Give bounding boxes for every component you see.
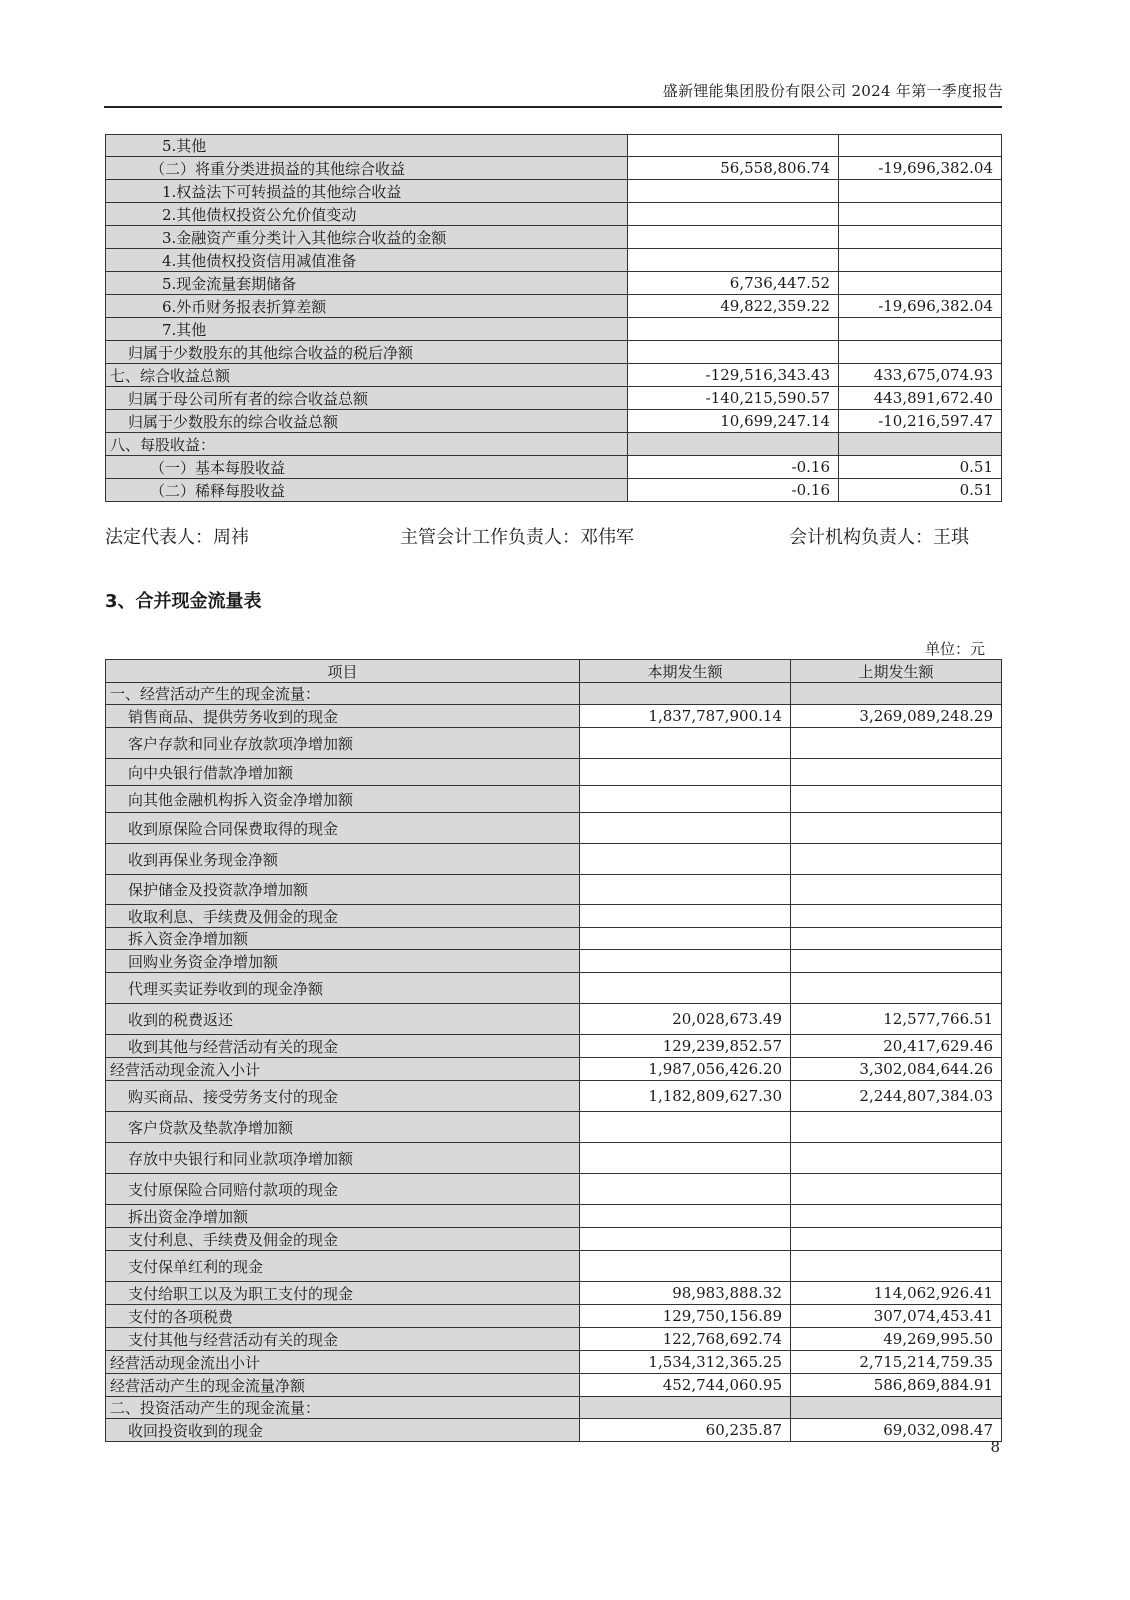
column-header-item: 项目 (106, 660, 580, 683)
previous-period-value (791, 1174, 1002, 1205)
current-period-value: 1,182,809,627.30 (580, 1081, 791, 1112)
previous-period-value: 0.51 (839, 479, 1002, 502)
current-period-value: -0.16 (628, 479, 839, 502)
previous-period-value (791, 1205, 1002, 1228)
table-row (106, 973, 1002, 1004)
previous-period-value (839, 180, 1002, 203)
previous-period-value (791, 844, 1002, 875)
current-period-value (580, 844, 791, 875)
current-period-value (580, 1205, 791, 1228)
table-row (106, 759, 1002, 786)
current-period-value: 49,822,359.22 (628, 295, 839, 318)
current-period-value: 129,750,156.89 (580, 1305, 791, 1328)
accounting-org-head-signature: 会计机构负责人：王琪 (789, 527, 969, 548)
current-period-value (580, 728, 791, 759)
row-label: 支付其他与经营活动有关的现金 (106, 1328, 580, 1351)
previous-period-value: 20,417,629.46 (791, 1035, 1002, 1058)
table-row (106, 341, 1002, 364)
table-row (106, 456, 1002, 479)
current-period-value: -129,516,343.43 (628, 364, 839, 387)
table-row (106, 1112, 1002, 1143)
current-period-value (628, 318, 839, 341)
previous-period-value (791, 728, 1002, 759)
row-label: 7.其他 (106, 318, 628, 341)
row-label: 二、投资活动产生的现金流量： (106, 1397, 580, 1419)
table-row (106, 1035, 1002, 1058)
table-row (106, 1351, 1002, 1374)
current-period-value: 6,736,447.52 (628, 272, 839, 295)
table-row (106, 479, 1002, 502)
row-label: 5.其他 (106, 135, 628, 157)
row-label: 存放中央银行和同业款项净增加额 (106, 1143, 580, 1174)
table-row (106, 844, 1002, 875)
row-label: 拆入资金净增加额 (106, 928, 580, 950)
previous-period-value (791, 905, 1002, 928)
previous-period-value (791, 973, 1002, 1004)
table-row (106, 875, 1002, 905)
row-label: （一）基本每股收益 (106, 456, 628, 479)
current-period-value (628, 433, 839, 456)
row-label: 一、经营活动产生的现金流量： (106, 683, 580, 705)
row-label: 收到的税费返还 (106, 1004, 580, 1035)
table-row (106, 1081, 1002, 1112)
table-row (106, 928, 1002, 950)
row-label: 购买商品、接受劳务支付的现金 (106, 1081, 580, 1112)
current-period-value (580, 973, 791, 1004)
current-period-value: 98,983,888.32 (580, 1282, 791, 1305)
previous-period-value (791, 1228, 1002, 1251)
row-label: 归属于少数股东的其他综合收益的税后净额 (106, 341, 628, 364)
current-period-value (580, 1112, 791, 1143)
previous-period-value: 443,891,672.40 (839, 387, 1002, 410)
table-row (106, 1305, 1002, 1328)
row-label: 收回投资收到的现金 (106, 1419, 580, 1442)
current-period-value (580, 928, 791, 950)
row-label: 八、每股收益： (106, 433, 628, 456)
table-row (106, 905, 1002, 928)
current-period-value: 1,837,787,900.14 (580, 705, 791, 728)
table-row (106, 180, 1002, 203)
page-number: 8 (990, 1438, 1000, 1456)
table-row (106, 813, 1002, 844)
table-row (106, 1397, 1002, 1419)
current-period-value (580, 759, 791, 786)
previous-period-value: 307,074,453.41 (791, 1305, 1002, 1328)
row-label: 支付的各项税费 (106, 1305, 580, 1328)
table-row (106, 1282, 1002, 1305)
previous-period-value (839, 433, 1002, 456)
current-period-value (628, 135, 839, 157)
previous-period-value (839, 226, 1002, 249)
table-row (106, 950, 1002, 973)
table-row (106, 1251, 1002, 1282)
previous-period-value (791, 813, 1002, 844)
previous-period-value: 49,269,995.50 (791, 1328, 1002, 1351)
current-period-value: 56,558,806.74 (628, 157, 839, 180)
row-label: 经营活动现金流出小计 (106, 1351, 580, 1374)
row-label: 经营活动现金流入小计 (106, 1058, 580, 1081)
current-period-value (580, 1251, 791, 1282)
current-period-value: 60,235.87 (580, 1419, 791, 1442)
previous-period-value (791, 875, 1002, 905)
previous-period-value (839, 203, 1002, 226)
previous-period-value: 69,032,098.47 (791, 1419, 1002, 1442)
row-label: 客户存款和同业存放款项净增加额 (106, 728, 580, 759)
current-period-value: 122,768,692.74 (580, 1328, 791, 1351)
current-period-value: -0.16 (628, 456, 839, 479)
row-label: 5.现金流量套期储备 (106, 272, 628, 295)
unit-label: 单位：元 (924, 640, 985, 658)
section-title-cashflow: 3、合并现金流量表 (105, 591, 262, 612)
current-period-value (580, 875, 791, 905)
current-period-value: -140,215,590.57 (628, 387, 839, 410)
row-label: 6.外币财务报表折算差额 (106, 295, 628, 318)
current-period-value (628, 249, 839, 272)
current-period-value: 129,239,852.57 (580, 1035, 791, 1058)
table-row (106, 226, 1002, 249)
current-period-value (628, 203, 839, 226)
column-header-current: 本期发生额 (580, 660, 791, 683)
previous-period-value (839, 272, 1002, 295)
row-label: 向其他金融机构拆入资金净增加额 (106, 786, 580, 813)
current-period-value (580, 950, 791, 973)
table-row (106, 1374, 1002, 1397)
current-period-value (580, 1143, 791, 1174)
table-row (106, 786, 1002, 813)
table-row (106, 1328, 1002, 1351)
row-label: 3.金融资产重分类计入其他综合收益的金额 (106, 226, 628, 249)
previous-period-value: 114,062,926.41 (791, 1282, 1002, 1305)
table-row (106, 705, 1002, 728)
row-label: 收到原保险合同保费取得的现金 (106, 813, 580, 844)
table-row (106, 318, 1002, 341)
current-period-value (580, 1174, 791, 1205)
previous-period-value (791, 1251, 1002, 1282)
row-label: 代理买卖证券收到的现金净额 (106, 973, 580, 1004)
previous-period-value (791, 786, 1002, 813)
row-label: 销售商品、提供劳务收到的现金 (106, 705, 580, 728)
table-row (106, 410, 1002, 433)
row-label: 支付原保险合同赔付款项的现金 (106, 1174, 580, 1205)
previous-period-value (791, 759, 1002, 786)
row-label: 归属于少数股东的综合收益总额 (106, 410, 628, 433)
previous-period-value: 2,715,214,759.35 (791, 1351, 1002, 1374)
table-row (106, 157, 1002, 180)
previous-period-value: 586,869,884.91 (791, 1374, 1002, 1397)
current-period-value: 20,028,673.49 (580, 1004, 791, 1035)
table-row (106, 1058, 1002, 1081)
table-row (106, 364, 1002, 387)
legal-representative-signature: 法定代表人：周祎 (105, 527, 249, 548)
current-period-value (580, 786, 791, 813)
row-label: 收到其他与经营活动有关的现金 (106, 1035, 580, 1058)
table-row (106, 387, 1002, 410)
previous-period-value (839, 318, 1002, 341)
row-label: （二）将重分类进损益的其他综合收益 (106, 157, 628, 180)
table-row (106, 203, 1002, 226)
current-period-value (580, 683, 791, 705)
previous-period-value: -19,696,382.04 (839, 295, 1002, 318)
current-period-value (580, 905, 791, 928)
current-period-value: 10,699,247.14 (628, 410, 839, 433)
table-row (106, 1143, 1002, 1174)
previous-period-value: -10,216,597.47 (839, 410, 1002, 433)
row-label: 向中央银行借款净增加额 (106, 759, 580, 786)
previous-period-value (791, 1397, 1002, 1419)
current-period-value (628, 341, 839, 364)
table-row (106, 135, 1002, 157)
table-header-row (106, 660, 1002, 683)
previous-period-value (791, 928, 1002, 950)
column-header-previous: 上期发生额 (791, 660, 1002, 683)
table-row (106, 1004, 1002, 1035)
cashflow-statement-table (105, 659, 1002, 1442)
table-row (106, 433, 1002, 456)
income-statement-table-body (106, 135, 1002, 502)
row-label: 七、综合收益总额 (106, 364, 628, 387)
row-label: 支付利息、手续费及佣金的现金 (106, 1228, 580, 1251)
row-label: 客户贷款及垫款净增加额 (106, 1112, 580, 1143)
income-statement-table-continued (105, 134, 1002, 502)
row-label: 拆出资金净增加额 (106, 1205, 580, 1228)
row-label: 1.权益法下可转损益的其他综合收益 (106, 180, 628, 203)
table-row (106, 1205, 1002, 1228)
current-period-value: 1,534,312,365.25 (580, 1351, 791, 1374)
previous-period-value (791, 1143, 1002, 1174)
table-row (106, 295, 1002, 318)
row-label: 回购业务资金净增加额 (106, 950, 580, 973)
table-row (106, 728, 1002, 759)
table-row (106, 1419, 1002, 1442)
row-label: 支付保单红利的现金 (106, 1251, 580, 1282)
table-row (106, 683, 1002, 705)
previous-period-value: 12,577,766.51 (791, 1004, 1002, 1035)
row-label: （二）稀释每股收益 (106, 479, 628, 502)
table-row (106, 1228, 1002, 1251)
row-label: 经营活动产生的现金流量净额 (106, 1374, 580, 1397)
previous-period-value: 0.51 (839, 456, 1002, 479)
header-rule (104, 106, 1002, 108)
current-period-value: 452,744,060.95 (580, 1374, 791, 1397)
accounting-head-signature: 主管会计工作负责人：邓伟军 (400, 527, 634, 548)
current-period-value (580, 1397, 791, 1419)
cashflow-table-body (106, 683, 1002, 1442)
row-label: 归属于母公司所有者的综合收益总额 (106, 387, 628, 410)
current-period-value (628, 226, 839, 249)
row-label: 4.其他债权投资信用减值准备 (106, 249, 628, 272)
current-period-value: 1,987,056,426.20 (580, 1058, 791, 1081)
row-label: 2.其他债权投资公允价值变动 (106, 203, 628, 226)
row-label: 支付给职工以及为职工支付的现金 (106, 1282, 580, 1305)
report-header-title: 盛新锂能集团股份有限公司 2024 年第一季度报告 (662, 82, 1003, 100)
table-row (106, 1174, 1002, 1205)
table-row (106, 249, 1002, 272)
current-period-value (580, 813, 791, 844)
previous-period-value (791, 950, 1002, 973)
previous-period-value: 2,244,807,384.03 (791, 1081, 1002, 1112)
row-label: 收到再保业务现金净额 (106, 844, 580, 875)
previous-period-value: -19,696,382.04 (839, 157, 1002, 180)
previous-period-value: 3,269,089,248.29 (791, 705, 1002, 728)
row-label: 保护储金及投资款净增加额 (106, 875, 580, 905)
previous-period-value: 433,675,074.93 (839, 364, 1002, 387)
current-period-value (580, 1228, 791, 1251)
previous-period-value (839, 249, 1002, 272)
previous-period-value (839, 135, 1002, 157)
previous-period-value: 3,302,084,644.26 (791, 1058, 1002, 1081)
current-period-value (628, 180, 839, 203)
previous-period-value (791, 1112, 1002, 1143)
row-label: 收取利息、手续费及佣金的现金 (106, 905, 580, 928)
table-row (106, 272, 1002, 295)
previous-period-value (839, 341, 1002, 364)
previous-period-value (791, 683, 1002, 705)
